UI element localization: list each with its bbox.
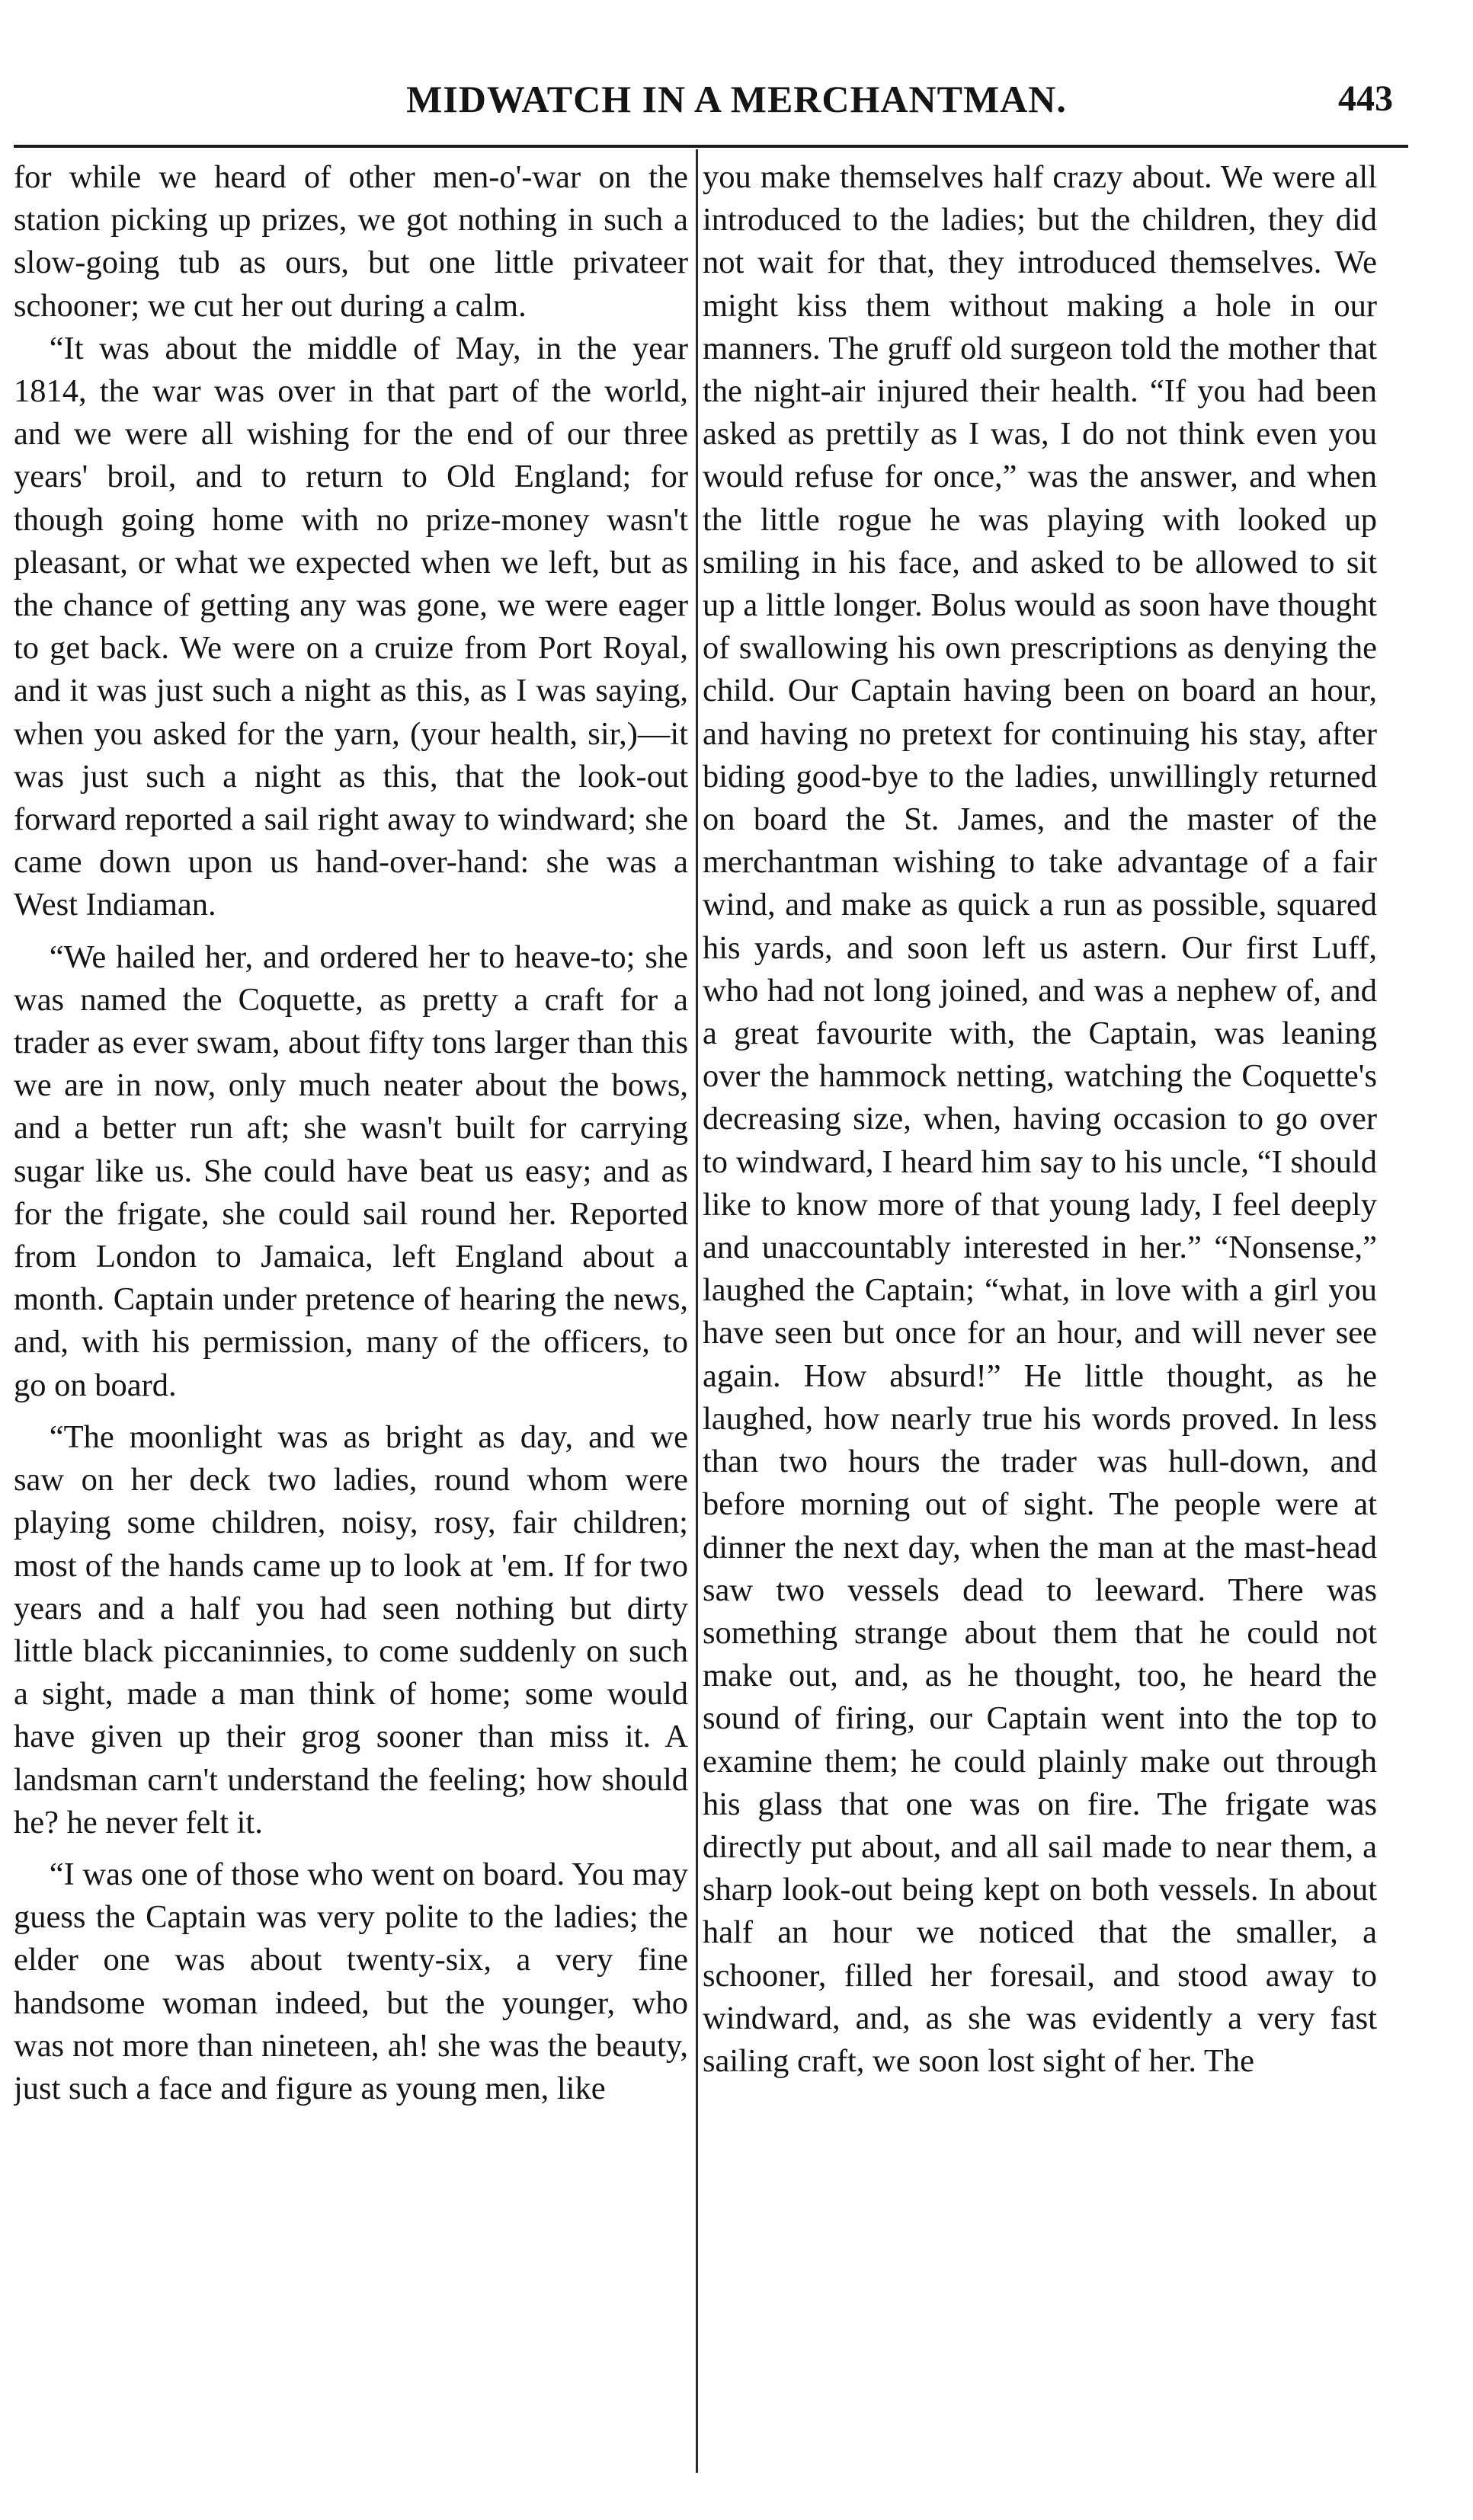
- running-title: MIDWATCH IN A MERCHANTMAN.: [406, 78, 1067, 120]
- paragraph: you make themselves half crazy about. We were all introduced to the ladies; but the children, they did not wait for that, they introduced themselves. We might kiss them without making a hole in our manners. The gruff old surgeon told the mother that the night-air injured their health. “If you had been asked as prettily as I was, I do not think even you would refuse for once,” was the answer, and when the little rogue he was playing with looked up smiling in his face, and asked to be allowed to sit up a little longer. Bolus would as soon have thought of swallowing his own prescriptions as denying the child. Our Captain having been on board an hour, and having no pretext for continuing his stay, after biding good-bye to the ladies, unwillingly returned on board the St. James, and the master of the merchantman wishing to take advantage of a fair wind, and make as quick a run as possible, squared his yards, and soon left us astern. Our first Luff, who had not long joined, and was a nephew of, and a great favourite with, the Captain, was leaning over the hammock netting, watching the Coquette's decreasing size, when, having occasion to go over to windward, I heard him say to his uncle, “I should like to know more of that young lady, I feel deeply and unaccountably interested in her.” “Nonsense,” laughed the Captain; “what, in love with a girl you have seen but once for an hour, and will never see again. How absurd!” He little thought, as he laughed, how nearly true his words proved. In less than two hours the trader was hull-down, and before morning out of sight. The people were at dinner the next day, when the man at the mast-head saw two vessels dead to leeward. There was something strange about them that he could not make out, and, as he thought, too, he heard the sound of firing, our Captain went into the top to examine them; he could plainly make out through his glass that one was on fire. The frigate was directly put about, and all sail made to near them, a sharp look-out being kept on both vessels. In about half an hour we noticed that the smaller, a schooner, filled her foresail, and stood away to windward, and, as she was evidently a very fast sailing craft, we soon lost sight of her. The: [703, 159, 1377, 2079]
- paragraph: “We hailed her, and ordered her to heave-to; she was named the Coquette, as pretty a craft for a trader as ever swam, about fifty tons larger than this we are in now, only much neater about the bows, and a better run aft; she wasn't built for carrying sugar like us. She could have beat us easy; and as for the frigate, she could sail round her. Reported from London to Jamaica, left England about a month. Captain under pretence of hearing the news, and, with his permission, many of the officers, to go on board.: [14, 939, 688, 1403]
- header-rule: [14, 145, 1408, 148]
- paragraph: “I was one of those who went on board. You may guess the Captain was very polite to the ladies; the elder one was about twenty-six, a very fine handsome woman indeed, but the younger, who was not more than nineteen, ah! she was the beauty, just such a face and figure as young men, like: [14, 1856, 688, 2106]
- paragraph: “The moonlight was as bright as day, and we saw on her deck two ladies, round whom were playing some children, noisy, rosy, fair children; most of the hands came up to look at 'em. If for two years and a half you had seen nothing but dirty little black piccaninnies, to come suddenly on such a sight, made a man think of home; some would have given up their grog sooner than miss it. A landsman carn't understand the feeling; how should he? he never felt it.: [14, 1418, 688, 1840]
- page-header: [0, 76, 1473, 137]
- paragraph: “It was about the middle of May, in the year 1814, the war was over in that part of the world, and we were all wishing for the end of our three years' broil, and to return to Old England; for though going home with no prize-money wasn't pleasant, or what we expected when we left, but as the chance of getting any was gone, we were eager to get back. We were on a cruize from Port Royal, and it was just such a night as this, as I was saying, when you asked for the yarn, (your health, sir,)—it was just such a night as this, that the look-out forward reported a sail right away to windward; she came down upon us hand-over-hand: she was a West Indiaman.: [14, 330, 688, 923]
- paragraph: for while we heard of other men-o'-war on the station picking up prizes, we got nothing in such a slow-going tub as ours, but one little privateer schooner; we cut her out during a calm.: [14, 159, 688, 324]
- right-column: [703, 156, 1377, 2487]
- left-column: [14, 156, 688, 2487]
- column-divider: [696, 149, 698, 2473]
- page-number: 443: [1338, 78, 1393, 119]
